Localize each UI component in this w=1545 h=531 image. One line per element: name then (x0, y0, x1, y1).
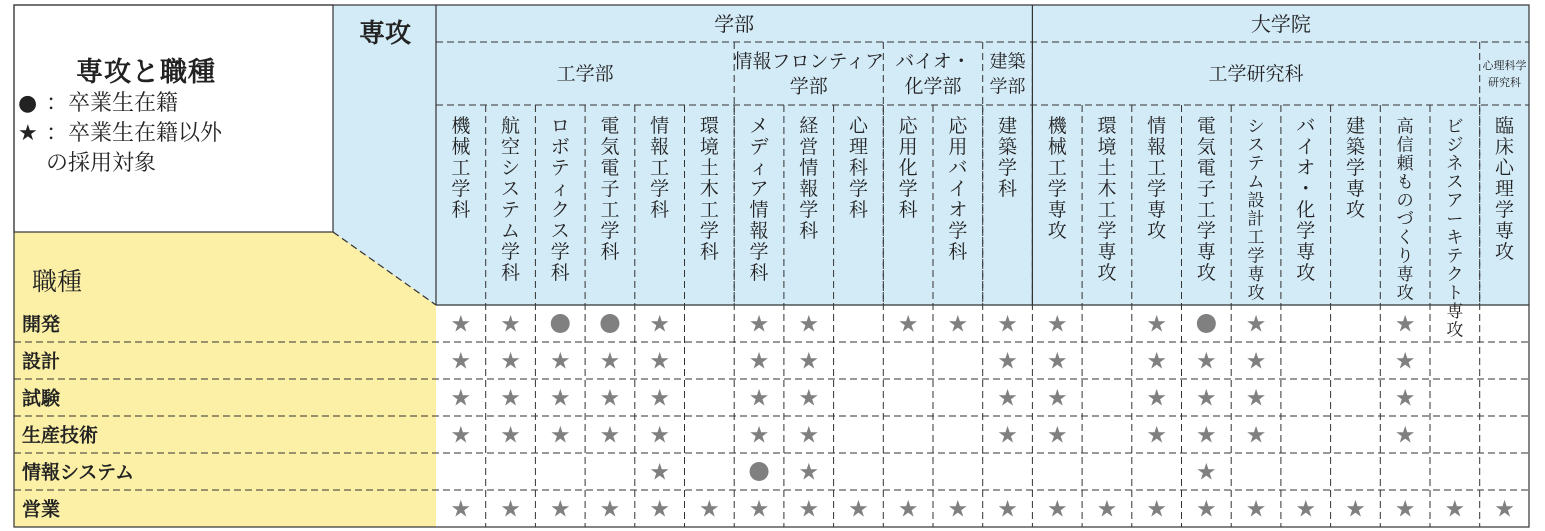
svg-text:報: 報 (650, 136, 670, 158)
star-mark: ★ (1196, 496, 1217, 523)
svg-text:電: 電 (600, 115, 620, 137)
star-mark: ★ (1394, 385, 1416, 412)
svg-text:ネ: ネ (1446, 154, 1464, 174)
department-label: 工学部 (556, 63, 614, 86)
svg-text:化: 化 (1296, 199, 1316, 221)
svg-text:り: り (1396, 246, 1414, 267)
star-mark: ★ (798, 496, 820, 523)
star-mark: ★ (450, 385, 472, 412)
svg-text:気: 気 (1196, 136, 1216, 158)
legend-box (18, 50, 328, 179)
svg-text:シ: シ (501, 157, 521, 179)
major-label (750, 115, 769, 284)
major-label (451, 115, 471, 221)
faculty-label: 大学院 (1250, 12, 1311, 36)
star-mark: ★ (1245, 496, 1267, 523)
star-mark: ★ (1245, 311, 1267, 338)
svg-text:攻: 攻 (1047, 220, 1067, 242)
svg-text:テ: テ (501, 199, 521, 221)
svg-text:科: 科 (600, 241, 620, 263)
job-name: 営業 (22, 498, 61, 521)
svg-text:学: 学 (1147, 178, 1167, 200)
department-label: 学部 (789, 75, 828, 98)
svg-text:科: 科 (898, 199, 918, 221)
svg-text:工: 工 (1097, 199, 1117, 221)
svg-text:情: 情 (1147, 115, 1167, 137)
job-name: 開発 (22, 313, 61, 336)
star-mark: ★ (649, 311, 670, 338)
svg-text:ク: ク (1446, 265, 1464, 285)
svg-text:専: 専 (1147, 199, 1167, 221)
star-mark: ★ (1245, 385, 1267, 412)
job-name: 試験 (22, 387, 61, 410)
svg-text:計: 計 (1247, 209, 1265, 230)
svg-text:専: 専 (1495, 220, 1515, 242)
major-label (1495, 115, 1515, 263)
circle-mark (750, 462, 769, 481)
svg-text:学: 学 (998, 157, 1018, 179)
star-mark: ★ (649, 422, 670, 449)
star-mark: ★ (897, 496, 919, 523)
major-label (899, 115, 919, 221)
svg-text:専: 専 (1296, 241, 1316, 263)
legend-star (18, 119, 328, 149)
svg-text:木: 木 (1097, 178, 1117, 200)
svg-text:攻: 攻 (1147, 220, 1167, 242)
svg-text:子: 子 (600, 178, 620, 200)
svg-text:学: 学 (550, 241, 570, 263)
svg-text:ス: ス (1446, 172, 1464, 193)
job-name: 生産技術 (22, 424, 99, 447)
svg-text:木: 木 (699, 178, 719, 200)
star-mark: ★ (798, 348, 820, 375)
svg-text:ス: ス (550, 220, 570, 242)
star-mark: ★ (848, 496, 869, 523)
svg-text:科: 科 (501, 262, 521, 284)
svg-text:・: ・ (1296, 178, 1316, 200)
svg-text:づ: づ (1396, 209, 1414, 230)
svg-text:ビ: ビ (1446, 117, 1464, 137)
svg-text:テ: テ (1446, 246, 1464, 267)
svg-text:オ: オ (1296, 157, 1316, 179)
svg-text:学: 学 (1097, 220, 1117, 242)
faculty-label: 学部 (714, 12, 755, 36)
svg-text:報: 報 (1147, 136, 1167, 158)
department-label: 研究科 (1488, 75, 1522, 89)
major-label (700, 115, 719, 263)
svg-text:科: 科 (848, 199, 868, 221)
svg-text:科: 科 (848, 157, 868, 179)
star-icon: ★ (18, 121, 38, 146)
star-mark: ★ (549, 385, 571, 412)
svg-text:ス: ス (501, 178, 521, 200)
svg-text:学: 学 (799, 199, 819, 221)
svg-text:報: 報 (749, 220, 769, 242)
svg-text:ィ: ィ (749, 157, 769, 179)
legend-star-text: ：卒業生在籍以外 (46, 121, 223, 146)
svg-text:イ: イ (1296, 136, 1316, 158)
svg-text:シ: シ (1247, 117, 1265, 137)
svg-text:建: 建 (998, 115, 1018, 137)
svg-text:環: 環 (699, 115, 719, 137)
star-mark: ★ (549, 496, 571, 523)
svg-text:学: 学 (1296, 220, 1316, 242)
svg-text:臨: 臨 (1495, 115, 1515, 137)
svg-text:工: 工 (1247, 228, 1265, 248)
svg-text:環: 環 (1097, 115, 1117, 137)
svg-text:営: 営 (799, 136, 819, 158)
legend-star-cont (18, 149, 328, 179)
star-mark: ★ (798, 422, 820, 449)
star-mark: ★ (1096, 496, 1118, 523)
svg-text:科: 科 (799, 220, 819, 242)
star-mark: ★ (1196, 422, 1217, 449)
major-label (1397, 117, 1415, 304)
star-mark: ★ (947, 496, 969, 523)
svg-text:学: 学 (451, 178, 471, 200)
star-mark: ★ (1394, 348, 1416, 375)
svg-text:デ: デ (749, 136, 769, 158)
job-header: 職種 (32, 267, 83, 296)
star-mark: ★ (500, 385, 521, 412)
table-title: 専攻と職種 (76, 57, 216, 88)
svg-text:情: 情 (749, 199, 769, 221)
circle-mark (551, 314, 570, 333)
svg-text:工: 工 (699, 199, 719, 221)
svg-text:頼: 頼 (1396, 154, 1414, 174)
svg-text:高: 高 (1396, 117, 1414, 137)
star-mark: ★ (599, 496, 621, 523)
major-label (1248, 117, 1265, 304)
svg-text:攻: 攻 (1345, 199, 1365, 221)
svg-text:の: の (1396, 191, 1414, 211)
svg-text:電: 電 (1196, 157, 1216, 179)
svg-text:工: 工 (1196, 199, 1216, 221)
svg-text:応: 応 (948, 115, 968, 137)
major-label (1147, 115, 1166, 242)
star-mark: ★ (1394, 422, 1416, 449)
svg-text:械: 械 (1047, 136, 1067, 158)
major-label (948, 115, 968, 263)
star-mark: ★ (450, 422, 472, 449)
svg-text:工: 工 (1147, 157, 1167, 179)
star-mark: ★ (500, 422, 521, 449)
star-mark: ★ (649, 385, 670, 412)
svg-text:土: 土 (699, 157, 719, 179)
star-mark: ★ (997, 422, 1018, 449)
legend-circle (18, 89, 328, 119)
svg-text:気: 気 (600, 136, 620, 158)
star-mark: ★ (1046, 496, 1068, 523)
svg-text:ー: ー (1446, 209, 1464, 230)
svg-text:心: 心 (848, 115, 868, 137)
svg-text:専: 専 (1047, 199, 1067, 221)
department-label: 情報フロンティア (733, 50, 884, 73)
star-mark: ★ (1146, 385, 1167, 412)
star-mark: ★ (1394, 311, 1416, 338)
star-mark: ★ (1245, 422, 1267, 449)
svg-text:心: 心 (1495, 157, 1515, 179)
legend-star-text-2: の採用対象 (46, 151, 157, 176)
star-mark: ★ (748, 348, 770, 375)
svg-text:学: 学 (600, 220, 620, 242)
major-label (1048, 115, 1068, 242)
star-mark: ★ (1345, 496, 1366, 523)
major-label (501, 115, 520, 284)
job-name: 設計 (22, 350, 61, 373)
star-mark: ★ (947, 311, 969, 338)
star-mark: ★ (500, 311, 521, 338)
star-mark: ★ (748, 385, 770, 412)
department-label: 工学研究科 (1208, 63, 1304, 86)
svg-text:学: 学 (749, 241, 769, 263)
svg-text:科: 科 (550, 262, 570, 284)
circle-mark (600, 314, 619, 333)
star-mark: ★ (1046, 385, 1068, 412)
star-mark: ★ (549, 348, 571, 375)
svg-text:報: 報 (799, 178, 819, 200)
major-label (600, 115, 619, 263)
svg-text:テ: テ (550, 157, 570, 179)
svg-text:学: 学 (650, 178, 670, 200)
star-mark: ★ (748, 496, 770, 523)
svg-text:子: 子 (1196, 178, 1216, 200)
svg-text:用: 用 (898, 136, 918, 158)
svg-text:情: 情 (650, 115, 670, 137)
star-mark: ★ (1394, 496, 1416, 523)
svg-text:ス: ス (1247, 135, 1265, 156)
svg-text:攻: 攻 (1247, 283, 1265, 304)
major-label (799, 115, 818, 242)
svg-text:ジ: ジ (1446, 135, 1464, 156)
star-mark: ★ (1046, 311, 1068, 338)
svg-text:攻: 攻 (1396, 283, 1414, 304)
star-mark: ★ (1494, 496, 1515, 523)
star-mark: ★ (649, 348, 670, 375)
department-label: 化学部 (904, 75, 962, 98)
svg-text:学: 学 (1247, 246, 1265, 267)
svg-text:工: 工 (650, 157, 670, 179)
svg-text:ク: ク (550, 199, 570, 221)
star-mark: ★ (1146, 348, 1167, 375)
star-mark: ★ (500, 496, 521, 523)
svg-text:信: 信 (1396, 135, 1414, 156)
svg-text:攻: 攻 (1296, 262, 1316, 284)
svg-text:航: 航 (501, 115, 521, 137)
svg-text:ィ: ィ (550, 178, 570, 200)
star-mark: ★ (599, 385, 621, 412)
svg-text:科: 科 (650, 199, 670, 221)
svg-text:用: 用 (948, 136, 968, 158)
svg-text:学: 学 (1345, 157, 1365, 179)
svg-text:ボ: ボ (550, 136, 570, 158)
svg-text:く: く (1396, 228, 1414, 248)
svg-text:ア: ア (749, 178, 769, 200)
svg-text:科: 科 (451, 199, 471, 221)
department-label: 心理科学 (1482, 58, 1527, 72)
department-label: バイオ・ (895, 50, 971, 73)
svg-text:工: 工 (1047, 157, 1067, 179)
svg-text:建: 建 (1345, 115, 1365, 137)
svg-text:攻: 攻 (1097, 262, 1117, 284)
star-mark: ★ (599, 422, 621, 449)
svg-text:テ: テ (1247, 154, 1265, 174)
svg-text:械: 械 (451, 136, 471, 158)
svg-text:応: 応 (898, 115, 918, 137)
svg-text:科: 科 (998, 178, 1018, 200)
star-mark: ★ (1196, 385, 1217, 412)
star-mark: ★ (649, 496, 670, 523)
svg-text:境: 境 (699, 136, 719, 158)
department-label: 建築 (989, 51, 1026, 73)
svg-text:専: 専 (1345, 178, 1365, 200)
star-mark: ★ (1046, 422, 1068, 449)
major-label (650, 115, 669, 221)
svg-text:学: 学 (1495, 199, 1515, 221)
star-mark: ★ (748, 422, 770, 449)
major-label (1097, 115, 1116, 284)
svg-text:空: 空 (501, 136, 521, 158)
star-mark: ★ (500, 348, 521, 375)
svg-text:攻: 攻 (1446, 320, 1464, 341)
svg-text:専: 専 (1097, 241, 1117, 263)
svg-text:築: 築 (998, 136, 1018, 158)
svg-text:学: 学 (1047, 178, 1067, 200)
svg-text:学: 学 (501, 241, 521, 263)
svg-text:イ: イ (948, 178, 968, 200)
svg-text:土: 土 (1097, 157, 1117, 179)
circle-icon: ● (18, 91, 38, 116)
svg-text:専: 専 (1247, 265, 1265, 285)
star-mark: ★ (997, 311, 1018, 338)
star-mark: ★ (997, 385, 1018, 412)
circle-mark (1197, 314, 1216, 333)
svg-text:床: 床 (1495, 136, 1515, 158)
svg-text:ア: ア (1446, 191, 1464, 211)
major-label (551, 115, 570, 284)
svg-text:電: 電 (600, 157, 620, 179)
svg-text:ム: ム (501, 220, 521, 242)
svg-text:バ: バ (948, 157, 968, 179)
svg-text:学: 学 (948, 220, 968, 242)
star-mark: ★ (1046, 348, 1068, 375)
svg-text:学: 学 (699, 220, 719, 242)
star-mark: ★ (1196, 459, 1217, 486)
svg-text:学: 学 (848, 178, 868, 200)
svg-text:境: 境 (1097, 136, 1117, 158)
star-mark: ★ (1295, 496, 1317, 523)
star-mark: ★ (549, 422, 571, 449)
svg-text:機: 機 (1047, 115, 1067, 137)
star-mark: ★ (997, 496, 1018, 523)
star-mark: ★ (897, 311, 919, 338)
svg-text:バ: バ (1296, 115, 1316, 137)
major-label (1446, 117, 1463, 341)
major-label (1346, 115, 1365, 221)
svg-text:設: 設 (1247, 191, 1265, 211)
department-label: 学部 (989, 76, 1026, 98)
star-mark: ★ (1245, 348, 1267, 375)
svg-text:理: 理 (1495, 178, 1515, 200)
svg-text:築: 築 (1345, 136, 1365, 158)
svg-text:理: 理 (848, 136, 868, 158)
svg-text:専: 専 (1446, 302, 1464, 322)
svg-text:メ: メ (749, 115, 769, 137)
svg-text:ロ: ロ (550, 115, 570, 137)
svg-text:電: 電 (1196, 115, 1216, 137)
star-mark: ★ (1146, 311, 1167, 338)
star-mark: ★ (798, 385, 820, 412)
star-mark: ★ (450, 496, 472, 523)
svg-text:学: 学 (1196, 220, 1216, 242)
svg-text:キ: キ (1446, 228, 1464, 248)
svg-text:専: 専 (1196, 241, 1216, 263)
major-label (849, 115, 869, 221)
svg-text:ト: ト (1446, 283, 1464, 304)
svg-text:化: 化 (898, 157, 918, 179)
svg-text:専: 専 (1396, 265, 1414, 285)
star-mark: ★ (699, 496, 720, 523)
svg-text:工: 工 (600, 199, 620, 221)
major-header: 専攻 (358, 19, 412, 49)
star-mark: ★ (599, 348, 621, 375)
star-mark: ★ (450, 348, 472, 375)
major-label (998, 115, 1017, 200)
svg-text:工: 工 (451, 157, 471, 179)
legend-circle-text: ：卒業生在籍 (46, 91, 179, 116)
star-mark: ★ (1444, 496, 1466, 523)
major-label (1296, 115, 1315, 284)
svg-text:学: 学 (898, 178, 918, 200)
svg-text:攻: 攻 (1196, 262, 1216, 284)
job-name: 情報システム (22, 461, 135, 484)
star-mark: ★ (1146, 422, 1167, 449)
star-mark: ★ (798, 311, 820, 338)
svg-text:も: も (1396, 172, 1414, 193)
star-mark: ★ (748, 311, 770, 338)
svg-text:科: 科 (749, 262, 769, 284)
svg-text:経: 経 (799, 115, 819, 137)
star-mark: ★ (450, 311, 472, 338)
star-mark: ★ (1196, 348, 1217, 375)
svg-text:科: 科 (948, 241, 968, 263)
svg-text:攻: 攻 (1495, 241, 1515, 263)
major-label (1197, 115, 1216, 284)
star-mark: ★ (997, 348, 1018, 375)
svg-text:科: 科 (699, 241, 719, 263)
svg-text:機: 機 (451, 115, 471, 137)
svg-text:ム: ム (1247, 172, 1265, 193)
star-mark: ★ (1146, 496, 1167, 523)
star-mark: ★ (649, 459, 670, 486)
svg-text:情: 情 (799, 157, 819, 179)
star-mark: ★ (798, 459, 820, 486)
svg-text:オ: オ (948, 199, 968, 221)
